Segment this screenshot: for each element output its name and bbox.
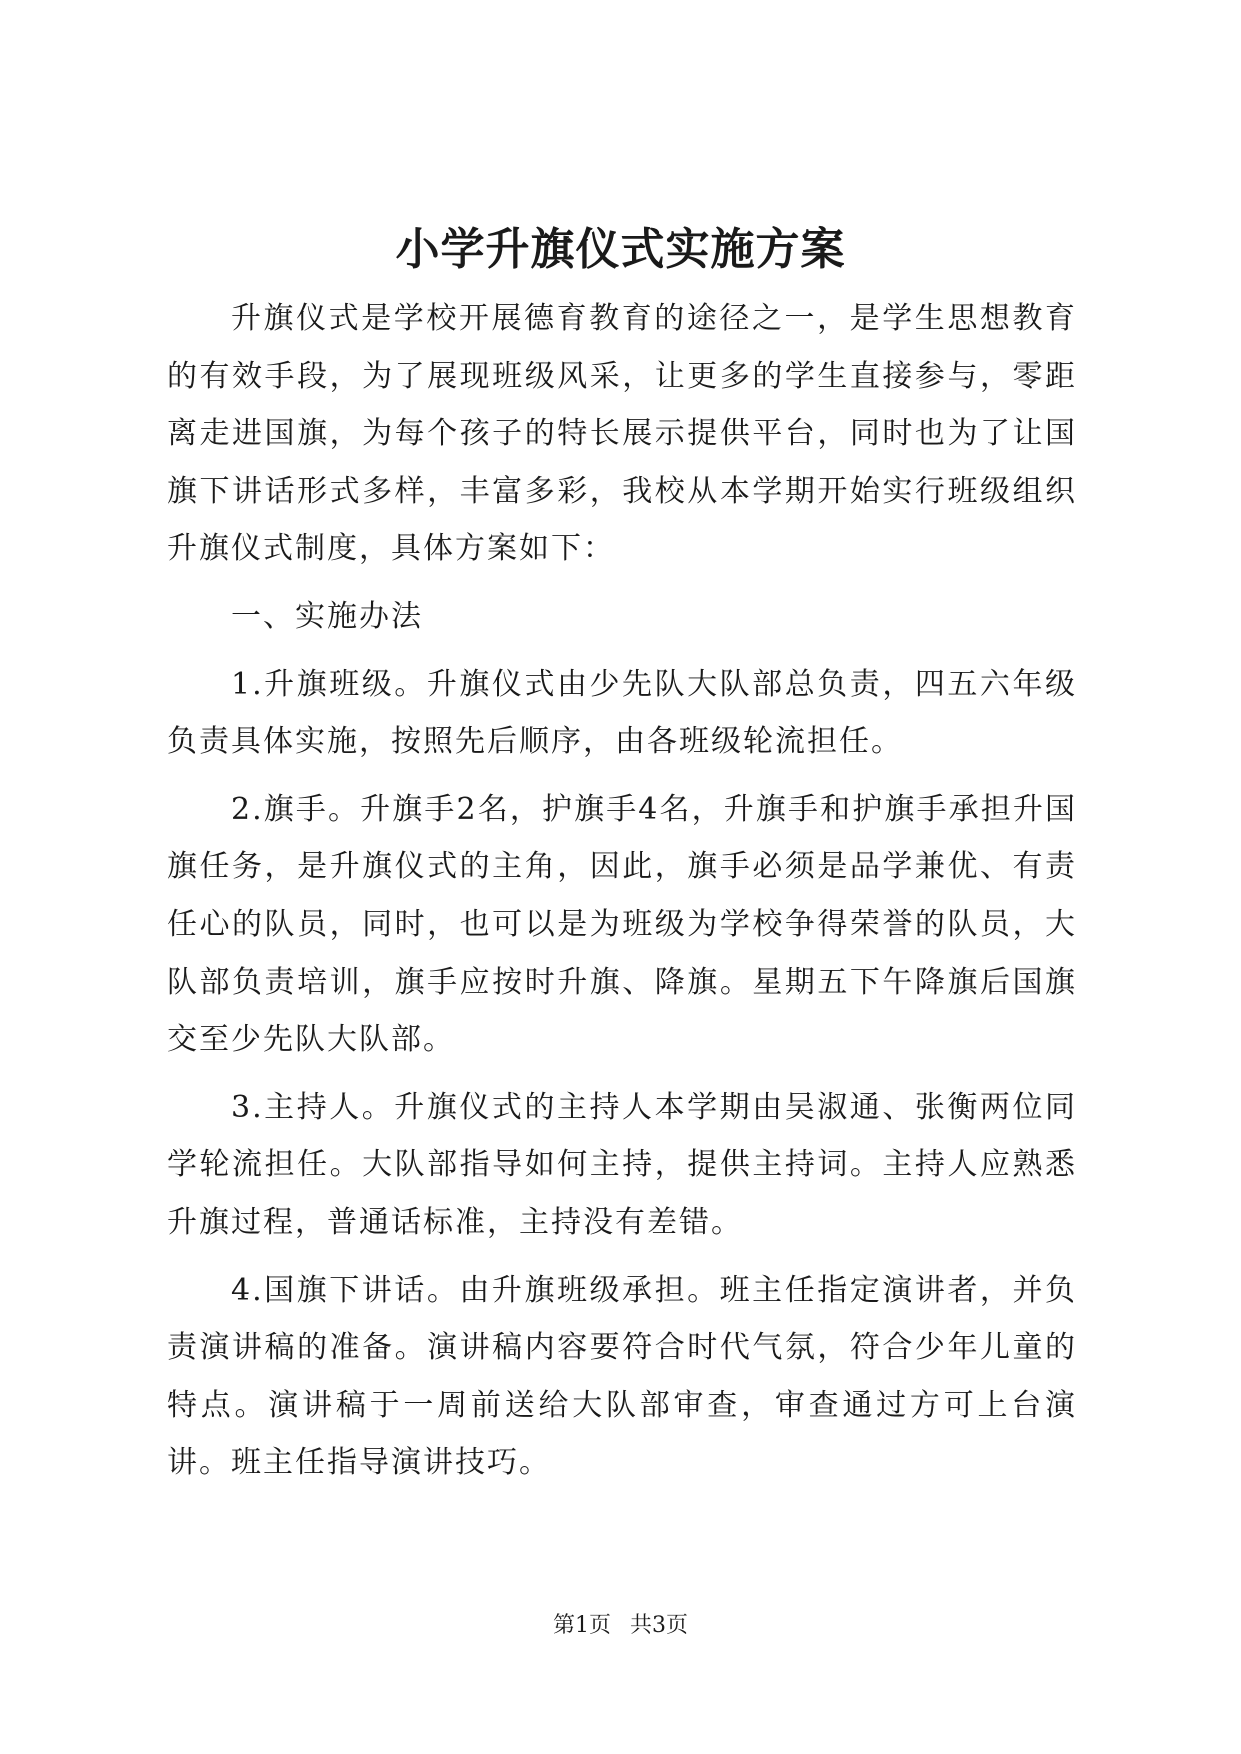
page-total: 共3页 (630, 1613, 688, 1638)
page-number: 第1页 (553, 1613, 611, 1638)
page-footer (0, 1612, 1241, 1640)
paragraph-intro: 升旗仪式是学校开展德育教育的途径之一，是学生思想教育的有效手段，为了展现班级风采，让更多的学生直接参与，零距离走进国旗，为每个孩子的特长展示提供平台，同时也为了让国旗下讲话形式多样，丰富多彩，我校从本学期开始实行班级组织升旗仪式制度，具体方案如下： (167, 301, 1077, 567)
section-heading-implementation: 一、实施办法 (231, 598, 423, 634)
document-title: 小学升旗仪式实施方案 (395, 224, 846, 275)
paragraph-host: 3.主持人。升旗仪式的主持人本学期由吴淑通、张衡两位同学轮流担任。大队部指导如何主持，提供主持词。主持人应熟悉升旗过程，普通话标准，主持没有差错。 (167, 1089, 1077, 1240)
paragraph-flag-bearers: 2.旗手。升旗手2名，护旗手4名，升旗手和护旗手承担升国旗任务，是升旗仪式的主角，因此，旗手必须是品学兼优、有责任心的队员，同时，也可以是为班级为学校争得荣誉的队员，大队部负责培训，旗手应按时升旗、降旗。星期五下午降旗后国旗交至少先队大队部。 (167, 791, 1077, 1058)
document-body (167, 290, 1077, 1502)
paragraph-speech: 4.国旗下讲话。由升旗班级承担。班主任指定演讲者，并负责演讲稿的准备。演讲稿内容要符合时代气氛，符合少年儿童的特点。演讲稿于一周前送给大队部审查，审查通过方可上台演讲。班主任指导演讲技巧。 (167, 1272, 1077, 1481)
paragraph-flag-class: 1.升旗班级。升旗仪式由少先队大队部总负责，四五六年级负责具体实施，按照先后顺序，由各班级轮流担任。 (167, 666, 1077, 760)
